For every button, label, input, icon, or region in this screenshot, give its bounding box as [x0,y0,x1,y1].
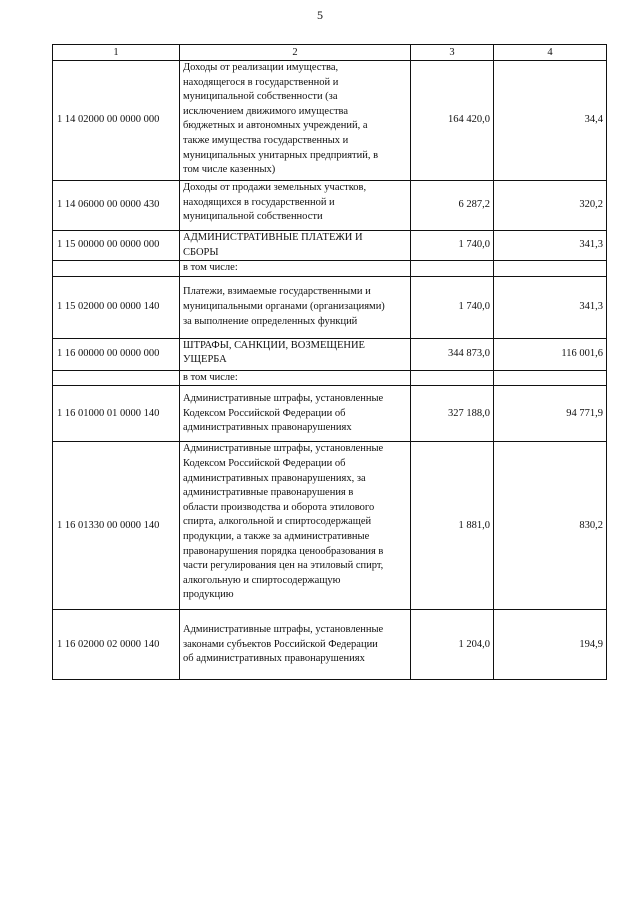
page-number: 5 [317,8,323,22]
row-name: Доходы от реализации имущества, находящегося в государственной и муниципальной собственности (за исключением движимого имущества бюджетных и автономных учреждений, а также имущества государственных и муниципальных унитарных предприятий, в том числе казенных) [180,61,411,181]
table-row [53,261,607,277]
table-row [53,370,607,386]
row-name: в том числе: [180,370,411,386]
row-name: Административные штрафы, установленные Кодексом Российской Федерации об административных правонарушениях, за административные правонарушения в области производства и оборота этилового спирта, алкогольной и спиртосодержащей продукции, а также за административные правонарушения порядка ценообразования в части регулирования цен на этиловый спирт, алкогольную и спиртосодержащую продукцию [180,442,411,610]
column-header-4: 4 [494,45,607,61]
row-value-col3: 1 740,0 [411,276,494,338]
row-value-col3 [411,261,494,277]
row-value-col3: 1 740,0 [411,231,494,261]
budget-table [52,44,607,680]
row-value-col4: 320,2 [494,181,607,231]
table-row [53,61,607,181]
column-header-1: 1 [53,45,180,61]
row-value-col3: 1 881,0 [411,442,494,610]
row-value-col4: 341,3 [494,276,607,338]
table-row [53,610,607,680]
table-row [53,442,607,610]
row-name: в том числе: [180,261,411,277]
row-value-col4: 94 771,9 [494,386,607,442]
row-code: 1 15 00000 00 0000 000 [53,231,180,261]
row-value-col3: 1 204,0 [411,610,494,680]
row-name: Платежи, взимаемые государственными и муниципальными органами (организациями) за выполнение определенных функций [180,276,411,338]
row-name: Административные штрафы, установленные Кодексом Российской Федерации об административных правонарушениях [180,386,411,442]
row-value-col3: 327 188,0 [411,386,494,442]
table-header-row [53,45,607,61]
table-row [53,386,607,442]
row-code: 1 14 02000 00 0000 000 [53,61,180,181]
column-header-2: 2 [180,45,411,61]
row-code: 1 16 00000 00 0000 000 [53,338,180,370]
row-name: АДМИНИСТРАТИВНЫЕ ПЛАТЕЖИ И СБОРЫ [180,231,411,261]
row-value-col4: 194,9 [494,610,607,680]
table-row [53,276,607,338]
row-code: 1 15 02000 00 0000 140 [53,276,180,338]
row-value-col3: 6 287,2 [411,181,494,231]
table-row [53,231,607,261]
row-name: ШТРАФЫ, САНКЦИИ, ВОЗМЕЩЕНИЕ УЩЕРБА [180,338,411,370]
row-value-col4 [494,370,607,386]
table-row [53,338,607,370]
row-value-col4: 830,2 [494,442,607,610]
column-header-3: 3 [411,45,494,61]
row-value-col3: 164 420,0 [411,61,494,181]
row-value-col3: 344 873,0 [411,338,494,370]
row-code: 1 16 01000 01 0000 140 [53,386,180,442]
row-value-col4: 341,3 [494,231,607,261]
row-value-col4: 34,4 [494,61,607,181]
row-code: 1 14 06000 00 0000 430 [53,181,180,231]
row-code: 1 16 01330 00 0000 140 [53,442,180,610]
row-value-col4 [494,261,607,277]
row-value-col3 [411,370,494,386]
row-name: Административные штрафы, установленные законами субъектов Российской Федерации об административных правонарушениях [180,610,411,680]
row-code [53,261,180,277]
row-code: 1 16 02000 02 0000 140 [53,610,180,680]
row-value-col4: 116 001,6 [494,338,607,370]
table-row [53,181,607,231]
row-name: Доходы от продажи земельных участков, находящихся в государственной и муниципальной собственности [180,181,411,231]
row-code [53,370,180,386]
